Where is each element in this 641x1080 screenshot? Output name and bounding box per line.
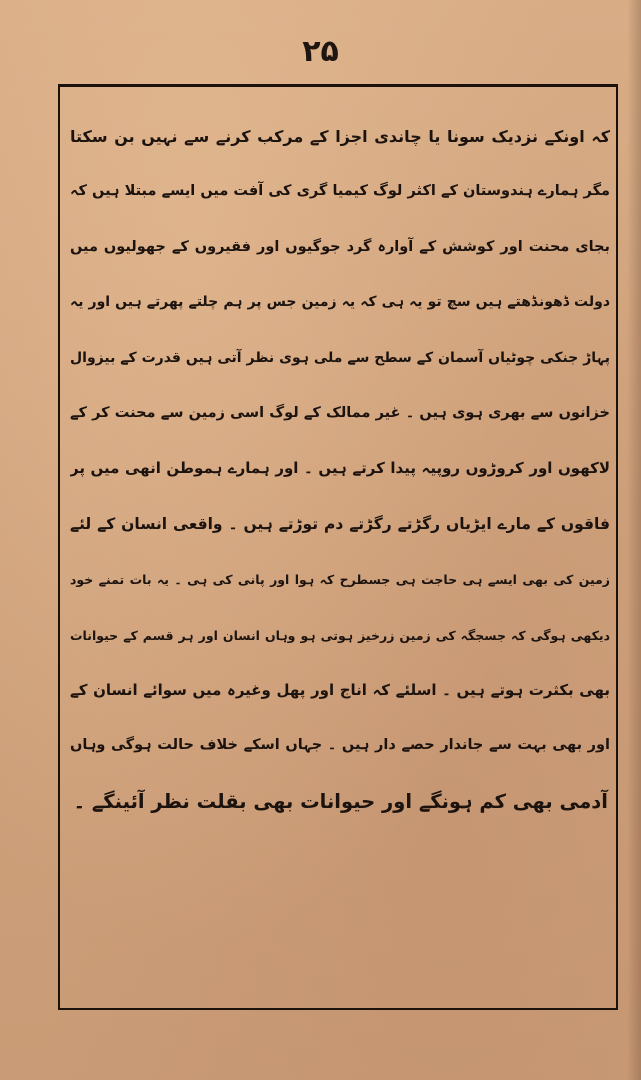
- text-line: آدمی بھی کم ہونگے اور حیوانات بھی بقلت نظر آئینگے ۔: [73, 789, 608, 813]
- text-frame: [58, 84, 618, 1010]
- text-line: فاقوں کے مارے ایڑیاں رگڑتے رگڑتے دم توڑتے ہیں ۔ واقعی انسان کے لئے: [70, 514, 610, 533]
- text-line: خزانوں سے بھری ہوی ہیں ۔ غیر ممالک کے لوگ اسی زمین سے محنت کر کے: [70, 404, 610, 421]
- text-line: لاکھوں اور کروڑوں روپیہ پیدا کرتے ہیں ۔ اور ہمارے ہموطن انھی میں پر: [70, 459, 610, 478]
- text-line: اور بھی بہت سے جاندار حصے دار ہیں ۔ جہاں اسکے خلاف حالت ہوگی وہاں: [70, 737, 610, 754]
- body-text: [70, 109, 610, 829]
- text-line: بھی بکثرت ہوتے ہیں ۔ اسلئے کہ اناج اور پھل وغیرہ میں سوائے انسان کے: [70, 680, 610, 699]
- text-line: دیکھی ہوگی کہ جسجگہ کی زمین زرخیز ہوتی ہو وہاں انسان اور ہر قسم کے حیوانات: [70, 627, 610, 643]
- text-line: پہاڑ جنکی چوٹیاں آسمان کے سطح سے ملی ہوی نظر آتی ہیں قدرت کے بیزوال: [70, 349, 610, 366]
- text-line: دولت ڈھونڈھتے ہیں سچ تو یہ ہی کہ یہ زمین جس پر ہم چلتے پھرتے ہیں اور یہ: [70, 294, 610, 311]
- text-line: کہ اونکے نزدیک سونا یا چاندی اجزا کے مرکب کرنے سے نہیں بن سکتا: [70, 127, 610, 146]
- text-line: مگر ہمارے ہندوستان کے اکثر لوگ کیمیا گری کی آفت میں ایسے مبتلا ہیں کہ: [70, 183, 610, 200]
- text-line: بجای محنت اور کوشش کے آوارہ گرد جوگیوں اور فقیروں کے جھولیوں میں: [70, 238, 610, 255]
- page-edge-shadow: [627, 0, 641, 1080]
- text-line: زمین کی بھی ایسے ہی حاجت ہی جسطرح کہ ہوا اور پانی کی ہی ۔ یہ بات تمنے خود: [70, 572, 610, 588]
- page-number: ۲۵: [302, 34, 339, 69]
